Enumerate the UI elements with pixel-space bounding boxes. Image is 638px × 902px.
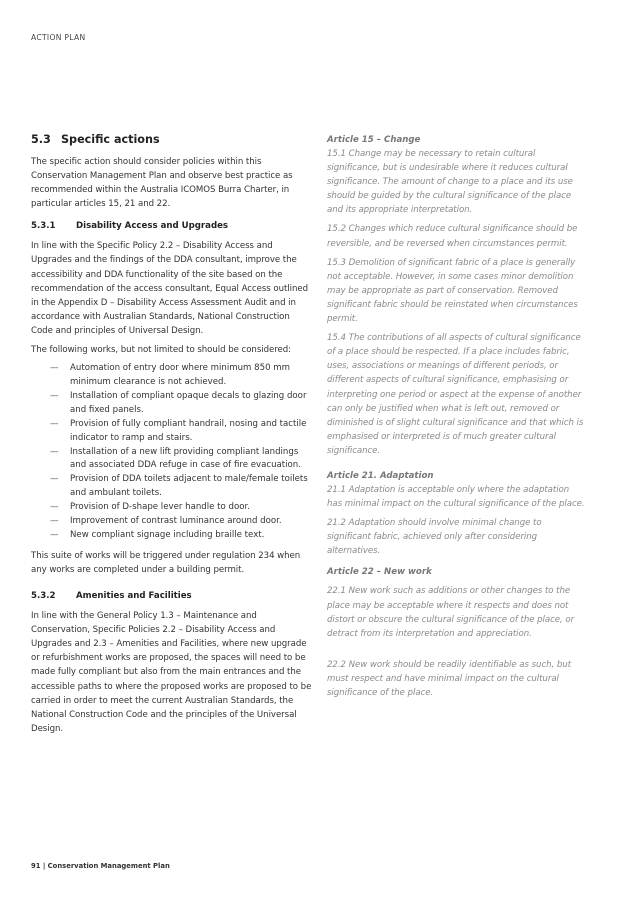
amenities-body: In line with the General Policy 1.3 – Maintenance and Conservation, Specific Policies 2.2 – Disability Access and Upgrades and 2.3 – Amenities and Facilities, where new upgrade or refurbishment works are proposed, the spaces will need to be made fully compliant but also from the main entrances and the accessible paths to where the proposed works are proposed to be carried in order to meet the current Australian Standards, the National Construction Code and the principles of the Universal Design. bbox=[31, 611, 312, 734]
subsection-title: Disability Access and Upgrades bbox=[76, 221, 229, 232]
subsection-title: Amenities and Facilities bbox=[76, 591, 192, 602]
section-intro: The specific action should consider policies within this Conservation Management Plan and observe best practice as recommended within the Australia ICOMOS Burra Charter, in particular articles 15, 21 and 22. bbox=[31, 157, 293, 210]
page-footer: 91 | Conservation Management Plan bbox=[31, 862, 170, 870]
article-22-1: 22.1 New work such as additions or other changes to the place may be acceptable where it respects and does not distort or obscure the cultural significance of the place, or detract from its interpretation and appreciation. bbox=[327, 586, 575, 639]
works-closing: This suite of works will be triggered under regulation 234 when any works are completed under a building permit. bbox=[31, 550, 301, 575]
list-item: — Provision of DDA toilets adjacent to male/female toilets and ambulant toilets. bbox=[50, 473, 313, 501]
article-21-heading: Article 21. Adaptation bbox=[327, 470, 434, 481]
article-15-3: 15.3 Demolition of significant fabric of a place is generally not acceptable. However, in some cases minor demolition may be appropriate as part of conservation. Removed significant fabric should be reinstated when circumstances permit. bbox=[327, 257, 578, 325]
article-21-1: 21.1 Adaptation is acceptable only where the adaptation has minimal impact on the cultural significance of the place. bbox=[327, 484, 585, 510]
dash-bullet-icon: — bbox=[50, 363, 59, 374]
dash-bullet-icon: — bbox=[50, 474, 59, 485]
list-item: — Installation of a new lift providing compliant landings and associated DDA refuge in case of fire evacuation. bbox=[50, 446, 313, 474]
article-15-2: 15.2 Changes which reduce cultural significance should be reversible, and be reversed when circumstances permit. bbox=[327, 224, 578, 249]
left-column bbox=[31, 133, 313, 741]
subsection-number: 5.3.1 bbox=[31, 221, 56, 232]
subsection-heading-disability bbox=[31, 221, 313, 231]
list-item: — New compliant signage including braille text. bbox=[50, 529, 313, 543]
article-15-heading: Article 15 – Change bbox=[327, 135, 421, 145]
section-heading bbox=[31, 133, 313, 146]
list-item: — Automation of entry door where minimum 850 mm minimum clearance is not achieved. bbox=[50, 362, 313, 390]
running-header: ACTION PLAN bbox=[31, 33, 86, 42]
works-list bbox=[31, 362, 313, 543]
dash-bullet-icon: — bbox=[50, 516, 59, 527]
dash-bullet-icon: — bbox=[50, 530, 59, 540]
dash-bullet-icon: — bbox=[50, 446, 59, 457]
list-item: — Improvement of contrast luminance around door. bbox=[50, 515, 313, 529]
article-22-heading: Article 22 – New work bbox=[327, 567, 432, 578]
subsection-number: 5.3.2 bbox=[31, 591, 56, 602]
subsection-heading-amenities bbox=[31, 591, 313, 601]
article-21-2: 21.2 Adaptation should involve minimal change to significant fabric, achieved only after considering alternatives. bbox=[327, 518, 542, 557]
list-item: — Provision of D-shape lever handle to door. bbox=[50, 501, 313, 515]
list-item: — Provision of fully compliant handrail, nosing and tactile indicator to ramp and stairs. bbox=[50, 418, 313, 446]
dash-bullet-icon: — bbox=[50, 502, 59, 513]
dash-bullet-icon: — bbox=[50, 390, 59, 401]
article-15-4: 15.4 The contributions of all aspects of cultural significance of a place should be respected. If a place includes fabric, uses, associations or meanings of different periods, or different aspects of cultural significance, emphasising or interpreting one period or aspect at the expense of another can only be justified when what is left out, removed or diminished is of slight cultural significance and that which is emphasised or interpreted is of much greater cultural significance. bbox=[327, 333, 584, 456]
right-column-burra-charter bbox=[327, 133, 585, 705]
section-title: Specific actions bbox=[61, 133, 160, 146]
disability-body: In line with the Specific Policy 2.2 – Disability Access and Upgrades and the findings of the DDA consultant, improve the accessibility and DDA functionality of the site based on the recommendation of the access consultant, Equal Access outlined in the Appendix D – Disability Access Assessment Audit and in accordance with Australian Standards, National Construction Code and principles of Universal Design. bbox=[31, 241, 309, 336]
article-22-2: 22.2 New work should be readily identifiable as such, but must respect and have minimal impact on the cultural significance of the place. bbox=[327, 659, 572, 698]
section-number: 5.3 bbox=[31, 133, 51, 146]
article-15-1: 15.1 Change may be necessary to retain cultural significance, but is undesirable where it reduces cultural significance. The amount of change to a place and its use should be guided by the cultural significance of the place and its appropriate interpretation. bbox=[327, 149, 573, 216]
works-intro: The following works, but not limited to should be considered: bbox=[31, 345, 292, 356]
list-item: — Installation of compliant opaque decals to glazing door and fixed panels. bbox=[50, 390, 313, 418]
dash-bullet-icon: — bbox=[50, 418, 59, 429]
